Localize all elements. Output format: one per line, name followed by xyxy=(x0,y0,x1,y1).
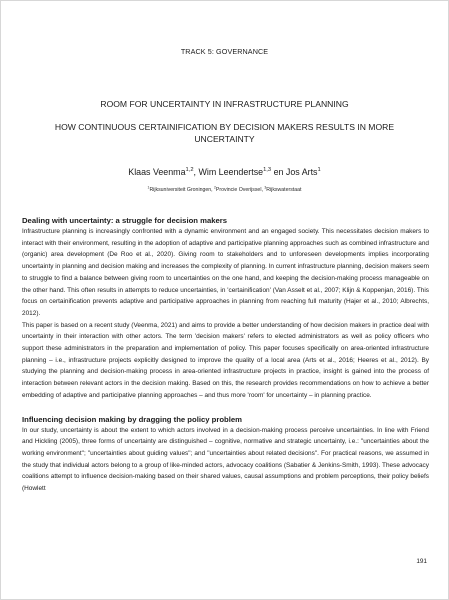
affiliation-name: Rijkswaterstaat xyxy=(266,187,302,193)
affiliation-marker: 1 xyxy=(147,185,150,190)
body-paragraph: This paper is based on a recent study (Veenma, 2021) and aims to provide a better understanding of how decision makers in practice deal with uncertainty in their interaction with other actors. The term 'decision makers' refers to elected administrators as well as policy officers who support these administrators in the preparation and implementation of policy. This paper focuses specifically on area-oriented infrastructure planning – i.e., infrastructure projects explicitly designed to improve the quality of a local area (Arts et al., 2016; Heeres et al., 2012). By studying the planning and decision-making process in area-oriented infrastructure projects in practice, insight is gained into the process of interaction between relevant actors in the decision making. Based on this, the research provides recommendations on how to achieve a better embedding of adaptive and participative planning approaches – and thus more 'room' for uncertainty – in planning practice. xyxy=(22,321,429,399)
author-line xyxy=(1,167,448,177)
author-name: Klaas Veenma xyxy=(128,167,186,177)
affiliation-marker: 2 xyxy=(214,185,216,190)
affiliation-name: Provincie Overijssel xyxy=(215,187,262,193)
author-name: Wim Leendertse xyxy=(198,167,264,177)
author-separator: , xyxy=(193,167,199,177)
affiliation-name: Rijksuniversiteit Groningen xyxy=(149,187,212,193)
affiliation-line xyxy=(1,187,448,193)
page-number: 191 xyxy=(416,558,427,565)
author-separator: en xyxy=(271,167,286,177)
author-affiliation-marker: 1 xyxy=(317,167,321,174)
paper-subtitle: HOW CONTINUOUS CERTAINIFICATION BY DECISION MAKERS RESULTS IN MORE UNCERTAINTY xyxy=(54,122,395,144)
author-affiliation-marker: 1,2 xyxy=(185,167,194,174)
body-paragraph: In our study, uncertainty is about the extent to which actors involved in a decision-making process perceive uncertainties. In line with Friend and Hickling (2005), three forms of uncertainty are distinguished – cognitive, normative and strategic uncertainty, i.e.: "uncertainties about the working environment"; "uncertainties about guiding values"; and "uncertainties about related decisions". For practical reasons, we assumed in the study that individual actors belong to a group of like-minded actors, advocacy coalitions (Sabatier & Jenkins-Smith, 1993). These advocacy coalitions attempt to influence decision-making based on their shared values, causal assumptions and problem perceptions, their policy beliefs (Howlett xyxy=(22,426,429,493)
track-label: TRACK 5: GOVERNANCE xyxy=(180,47,269,56)
author-affiliation-marker: 1,3 xyxy=(263,167,272,174)
affiliation-separator: , xyxy=(261,187,265,193)
affiliation-separator: , xyxy=(211,187,215,193)
section-heading: Dealing with uncertainty: a struggle for decision makers xyxy=(22,216,228,225)
body-paragraph: Infrastructure planning is increasingly confronted with a dynamic environment and an engaged society. This necessitates decision makers to interact with their environment, resulting in the adoption of adaptive and participative planning approaches such as combined infrastructure and (organic) area development (De Roo et al., 2020). Giving room to stakeholders and to unforeseen developments implies incorporating uncertainty in planning and decision making and increases the complexity of planning. In current infrastructure planning, decision makers seem to struggle to find a balance between giving room to uncertainties on the one hand, and keeping the decision-making process manageable on the other hand. This often results in attempts to reduce uncertainties, in 'certainification' (Van Asselt et al., 2007; Klijn & Koppenjan, 2016). This focus on certainification prevents adaptive and participative approaches in planning from reaching full maturity (Hajer et al., 2010; Albrechts, 2012). xyxy=(22,228,429,317)
affiliation-marker: 3 xyxy=(264,185,267,190)
paper-title: ROOM FOR UNCERTAINTY IN INFRASTRUCTURE PLANNING xyxy=(100,99,349,109)
body-content xyxy=(22,215,429,495)
author-name: Jos Arts xyxy=(285,167,318,177)
section-heading: Influencing decision making by dragging the policy problem xyxy=(22,414,242,424)
